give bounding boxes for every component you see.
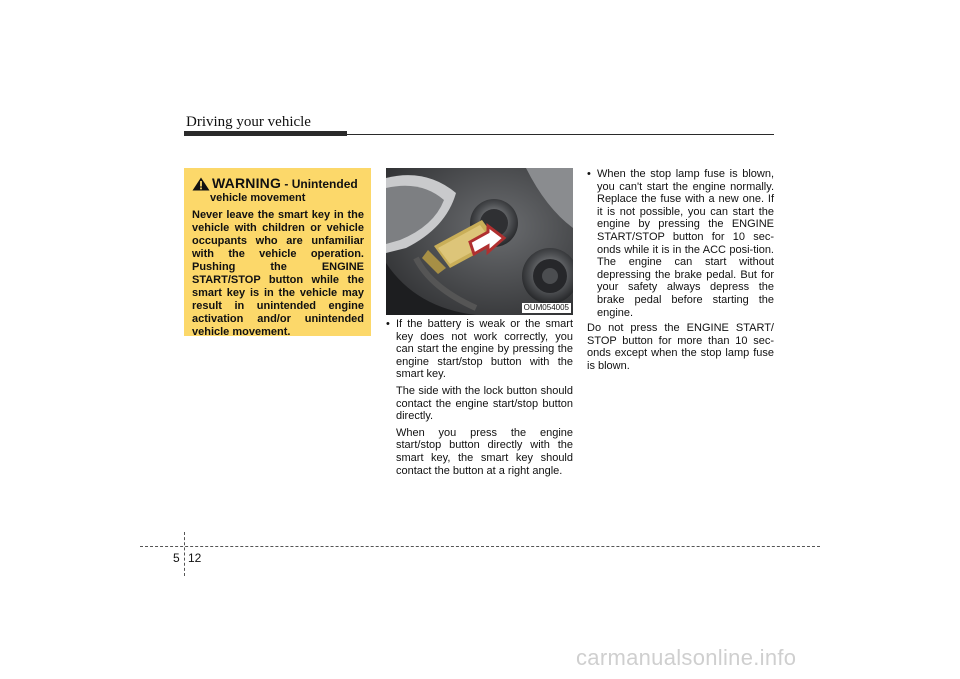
lock-button-text: The side with the lock button should contact the engine start/stop button directly. (396, 384, 573, 423)
header-rule-thin (347, 134, 774, 135)
footer-divider (184, 532, 185, 576)
warning-title-suffix: - Unintended (281, 177, 358, 191)
text-column-2 (386, 318, 573, 477)
bullet-marker: • (386, 318, 390, 330)
right-angle-text: When you press the engine start/stop button directly with the smart key, the smart key should contact the button at a right angle. (396, 426, 573, 477)
footer-rule (140, 546, 820, 547)
warning-heading (192, 176, 364, 191)
do-not-press-text: Do not press the ENGINE START/ STOP button for more than 10 sec-onds except when the stop lamp fuse is blown. (587, 322, 774, 372)
page-header-title: Driving your vehicle (186, 114, 311, 130)
page-number: 12 (188, 551, 202, 565)
warning-box (184, 168, 371, 336)
smart-key-illustration (386, 168, 573, 315)
watermark: carmanualsonline.info (576, 645, 797, 670)
warning-subtitle: vehicle movement (210, 192, 306, 204)
stop-lamp-fuse-text: When the stop lamp fuse is blown, you can't start the engine normally. Replace the fuse with a new one. If it is not possible, you can start the engine by pressing the ENGINE START/STOP button for 10 sec-onds while it is in the ACC posi-tion. The engine can start without depressing the brake pedal. But for your safety always depress the brake pedal before starting the engine. (597, 168, 774, 319)
section-number: 5 (173, 551, 180, 565)
smart-key-photo (386, 168, 573, 315)
header-rule-thick (184, 131, 347, 136)
warning-label: WARNING (212, 175, 282, 191)
list-item (587, 168, 774, 319)
battery-weak-text: If the battery is weak or the smart key does not work correctly, you can start the engine by pressing the engine start/stop button with the smart key. (396, 318, 573, 381)
warning-body: Never leave the smart key in the vehicle with children or vehicle occupants who are unfamiliar with the vehicle operation. Pushing the ENGINE START/STOP button while the smart key is in the vehicle may result in unintended engine activation and/or unintended vehicle movement. (192, 209, 364, 338)
figure-caption: OUM054005 (523, 303, 569, 312)
bullet-marker: • (587, 168, 591, 180)
text-column-3 (587, 168, 774, 373)
list-item (386, 318, 573, 381)
warning-triangle-icon (192, 177, 210, 191)
